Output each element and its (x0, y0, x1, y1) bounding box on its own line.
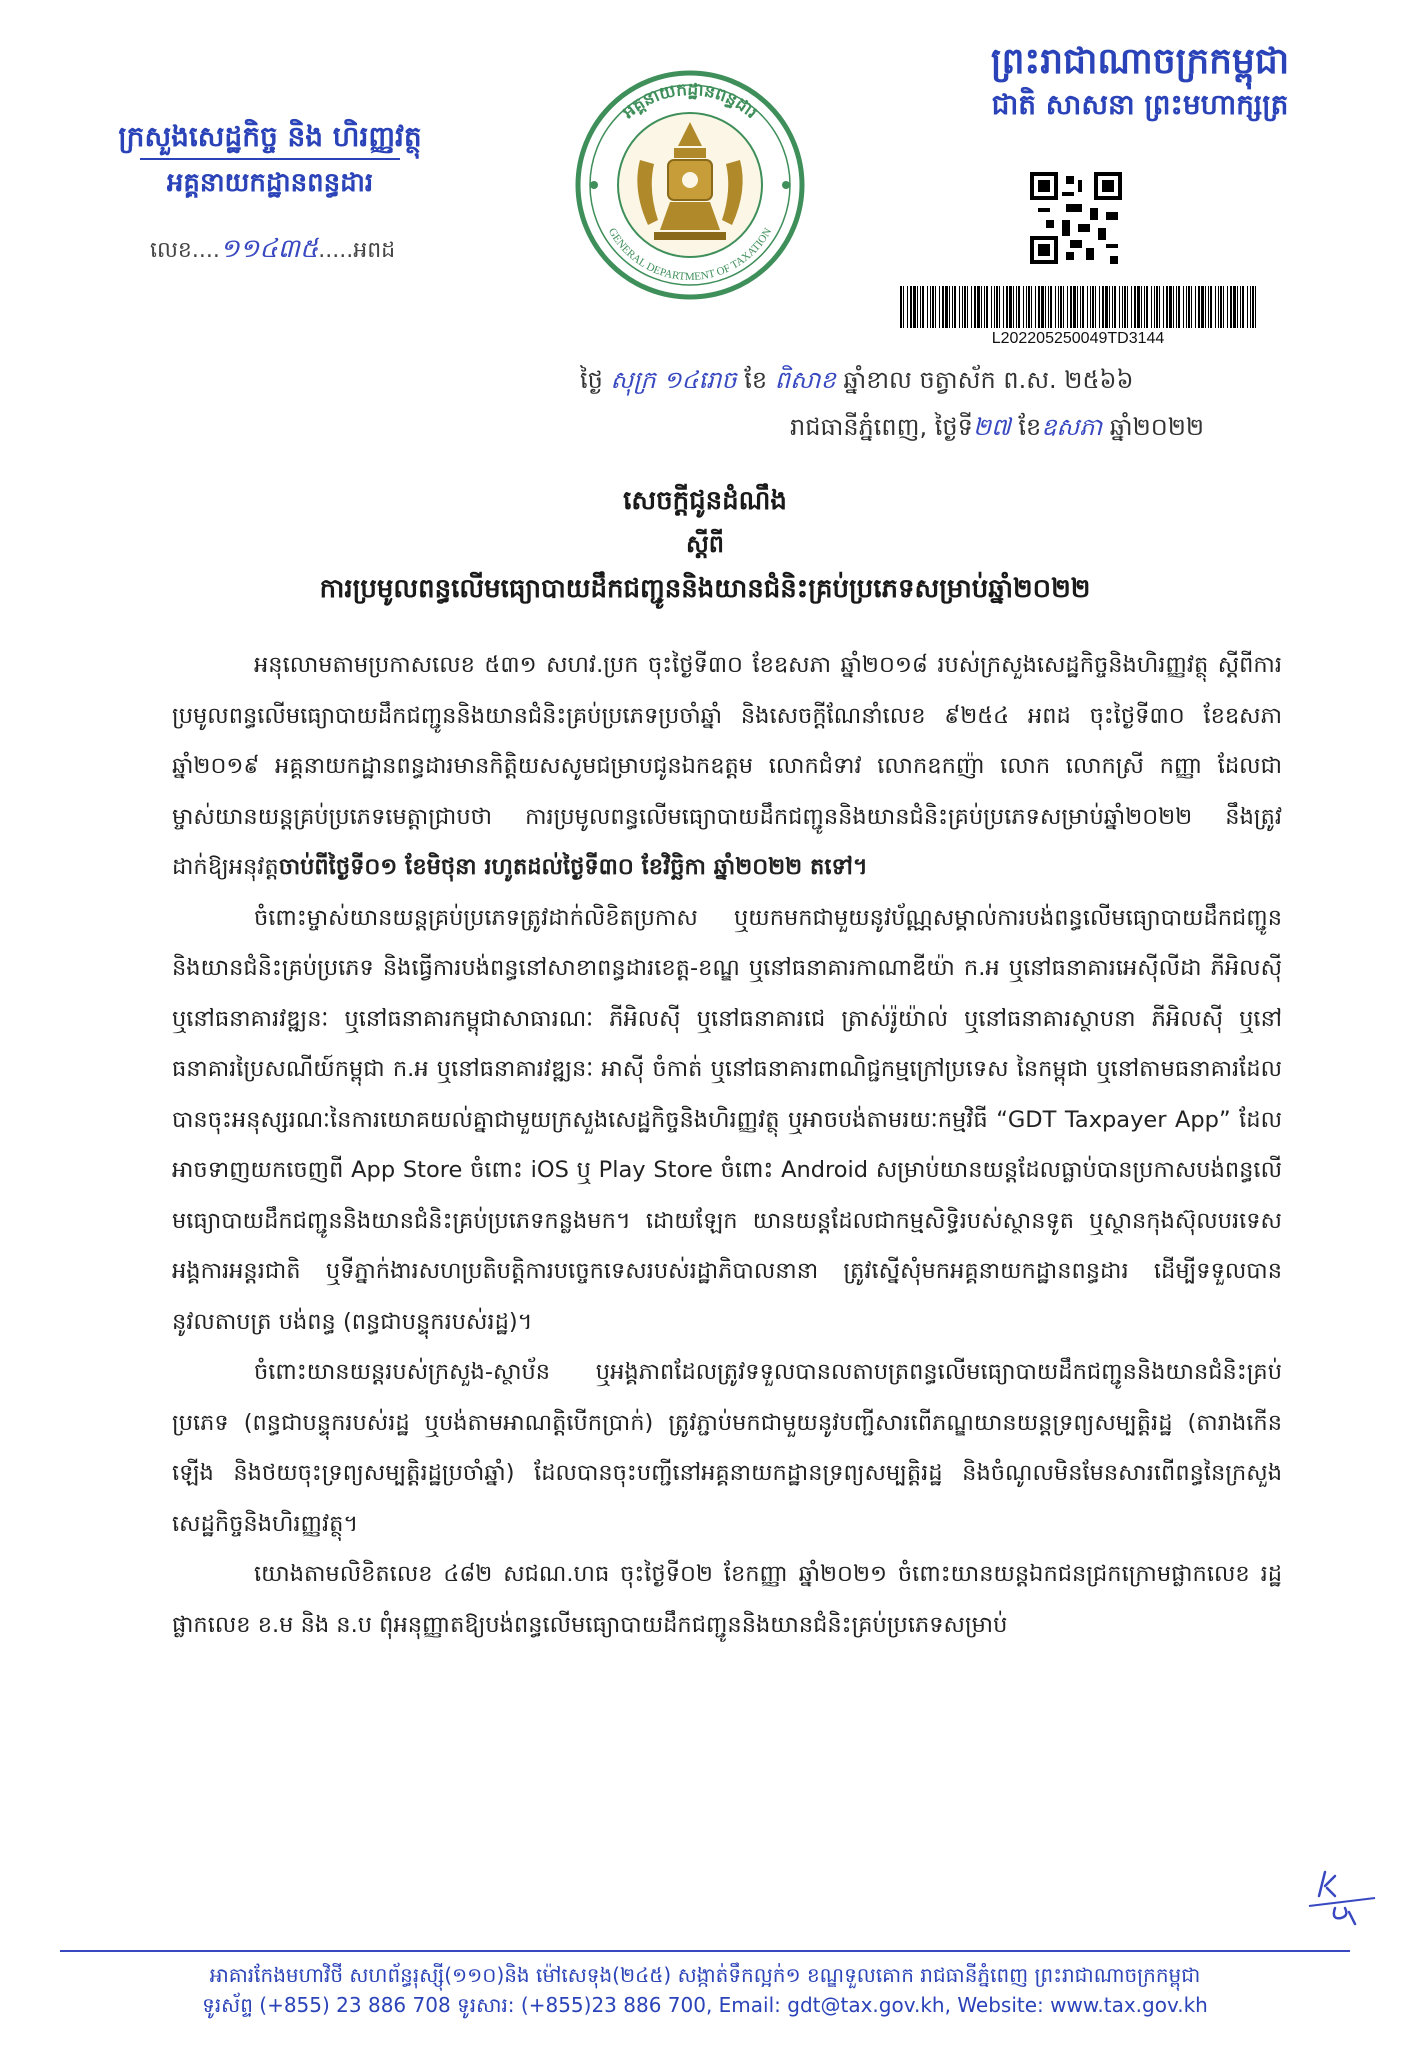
lunar-prefix: ថ្ងៃ (580, 366, 603, 394)
lunar-month-handwritten: ពិសាខ (774, 366, 836, 394)
reference-number (150, 232, 395, 270)
barcode-bar (1237, 286, 1238, 328)
barcode-bar (1077, 286, 1078, 328)
barcode-bar (1082, 286, 1084, 328)
barcode-bar (1176, 286, 1177, 328)
national-motto: ជាតិ សាសនា ព្រះមហាក្សត្រ (991, 88, 1289, 121)
barcode-bar (1191, 286, 1192, 328)
barcode-bar (1087, 286, 1088, 328)
lunar-day-handwritten: សុក្រ (610, 366, 656, 394)
ministry-underline (140, 158, 400, 160)
barcode-bar (996, 286, 998, 328)
barcode-bar (962, 286, 963, 328)
barcode-bar (1073, 286, 1076, 328)
barcode-bar (1134, 286, 1136, 328)
barcode-bar (1023, 286, 1024, 328)
barcode-bar (1227, 286, 1228, 328)
handwritten-initials-signature (1305, 1868, 1385, 1928)
barcode-bar (1141, 286, 1142, 328)
barcode-bar (1166, 286, 1168, 328)
barcode-bar (1215, 286, 1216, 328)
document-barcode (900, 286, 1256, 328)
barcode-bar (1183, 286, 1184, 328)
body-paragraph-1-text: អនុលោមតាមប្រកាសលេខ ៥៣១ សហវ.ប្រក ចុះថ្ងៃទី៣០ ខែឧសភា ឆ្នាំ២០១៨ របស់ក្រសួងសេដ្ឋកិច្ចនិងហិរញ្ញវត្ថុ ស្តីពីការប្រមូលពន្ធលើមធ្យោបាយដឹកជញ្ជូននិងយានជំនិះគ្រប់ប្រភេទប្រចាំឆ្នាំ និងសេចក្តីណែនាំលេខ ៩២៥៤ អពដ ចុះថ្ងៃទី៣០ ខែឧសភា ឆ្នាំ២០១៩ អគ្គនាយកដ្ឋានពន្ធដារមានកិត្តិយសសូមជម្រាបជូនឯកឧត្តម លោកជំទាវ លោកឧកញ៉ា លោក លោកស្រី កញ្ញា ដែលជាម្ចាស់យានយន្តគ្រប់ប្រភេទមេត្តាជ្រាបថា ការប្រមូលពន្ធលើមធ្យោបាយដឹកជញ្ជូននិងយានជំនិះគ្រប់ប្រភេទសម្រាប់ឆ្នាំ២០២២ នឹងត្រូវដាក់ឱ្យអនុវត្ត (172, 652, 1282, 880)
seal-top-text: អគ្គនាយកដ្ឋានពន្ធដារ (618, 79, 762, 123)
barcode-bar (1119, 286, 1120, 328)
barcode-bar (910, 286, 912, 328)
barcode-bar (1186, 286, 1187, 328)
barcode-bar (954, 286, 956, 328)
barcode-bar (1252, 286, 1254, 328)
barcode-bar (1038, 286, 1040, 328)
barcode-bar (1233, 286, 1236, 328)
barcode-bar (917, 286, 918, 328)
lunar-date (580, 365, 1133, 400)
solar-day-handwritten: ២៧ (972, 413, 1011, 441)
barcode-bar (1105, 286, 1108, 328)
gdt-seal-logo (570, 60, 810, 310)
barcode-bar (1003, 286, 1004, 328)
barcode-bar (1114, 286, 1116, 328)
kingdom-header (930, 38, 1350, 124)
barcode-bar (1067, 286, 1068, 328)
barcode-bar (986, 286, 988, 328)
department-name: អគ្គនាយកដ្ឋានពន្ធដារ (166, 168, 374, 198)
body-paragraph-4: យោងតាមលិខិតលេខ ៤៨២ សជណ.ហធ ចុះថ្ងៃទី០២ ខែកញ្ញា ឆ្នាំ២០២១ ចំពោះយានយន្តឯកជនជ្រកក្រោមផ្លាកលេខ រដ្ឋ ផ្លាកលេខ ខ.ម និង ន.ប ពុំអនុញ្ញាតឱ្យបង់ពន្ធលើមធ្យោបាយដឹកជញ្ជូននិងយានជំនិះគ្រប់ប្រភេទសម្រាប់ (172, 1561, 1282, 1638)
body-paragraph-1-bold: ចាប់ពីថ្ងៃទី០១ ខែមិថុនា រហូតដល់ថ្ងៃទី៣០ ខែវិច្ឆិកា ឆ្នាំ២០២២ តទៅ។ (278, 854, 868, 880)
barcode-bar (1063, 286, 1064, 328)
barcode-bar (1247, 286, 1248, 328)
barcode-bar (1090, 286, 1091, 328)
barcode-bar (991, 286, 992, 328)
barcode-bar (1201, 286, 1204, 328)
barcode-bar (1188, 286, 1190, 328)
kingdom-title: ព្រះរាជាណាចក្រកម្ពុជា (990, 41, 1290, 82)
notice-title: សេចក្តីជូនដំណឹង (623, 486, 787, 516)
body-paragraph-2: ចំពោះម្ចាស់យានយន្តគ្រប់ប្រភេទត្រូវដាក់លិខិតប្រកាស ឬយកមកជាមួយនូវប័ណ្ណសម្គាល់ការបង់ពន្ធលើមធ្យោបាយដឹកជញ្ជូននិងយានជំនិះគ្រប់ប្រភេទ និងធ្វើការបង់ពន្ធនៅសាខាពន្ធដារខេត្ត-ខណ្ឌ ឬនៅធនាគារកាណាឌីយ៉ា ក.អ ឬនៅធនាគារអេស៊ីលីដា ភីអិលស៊ី ឬនៅធនាគារវឌ្ឍនៈ ឬនៅធនាគារកម្ពុជាសាធារណៈ ភីអិលស៊ី ឬនៅធនាគារជេ ត្រាស់រ៉ូយ៉ាល់ ឬនៅធនាគារស្ថាបនា ភីអិលស៊ី ឬនៅធនាគារប្រៃសណីយ៍កម្ពុជា ក.អ ឬនៅធនាគារវឌ្ឍនៈ អាស៊ី ចំកាត់ ឬនៅធនាគារពាណិជ្ជកម្មក្រៅប្រទេស នៃកម្ពុជា ឬនៅតាមធនាគារដែលបានចុះអនុស្សរណៈនៃការយោគយល់គ្នាជាមួយក្រសួងសេដ្ឋកិច្ចនិងហិរញ្ញវត្ថុ ឬអាចបង់តាមរយៈកម្មវិធី “GDT Taxpayer App” ដែលអាចទាញយកចេញពី App Store ចំពោះ iOS ឬ Play Store ចំពោះ Android សម្រាប់យានយន្តដែលធ្លាប់បានប្រកាសបង់ពន្ធលើមធ្យោបាយដឹកជញ្ជូននិងយានជំនិះគ្រប់ប្រភេទកន្លងមក។ ដោយឡែក យានយន្តដែលជាកម្មសិទ្ធិរបស់ស្ថានទូត ឬស្ថានកុងស៊ុលបរទេស អង្គការអន្តរជាតិ ឬទីភ្នាក់ងារសហប្រតិបត្តិការបច្ចេកទេសរបស់រដ្ឋាភិបាលនានា ត្រូវស្នើសុំមកអគ្គនាយកដ្ឋានពន្ធដារ ដើម្បីទទួលបាននូវលតាបត្រ បង់ពន្ធ (ពន្ធជាបន្ទុករបស់រដ្ឋ)។ (172, 904, 1282, 1335)
barcode-bar (977, 286, 980, 328)
lunar-num-handwritten: ១៤រោច (663, 366, 737, 394)
barcode-bar (900, 286, 902, 328)
barcode-bar (945, 286, 948, 328)
barcode-bar (1099, 286, 1100, 328)
barcode-bar (1163, 286, 1164, 328)
barcode-bar (1095, 286, 1096, 328)
barcode-bar (1218, 286, 1219, 328)
barcode-bar (1016, 286, 1017, 328)
body-paragraph-1 (172, 640, 1282, 893)
barcode-bar (1045, 286, 1046, 328)
barcode-bar (971, 286, 972, 328)
qr-code (1030, 172, 1122, 264)
footer-address: អាគារកែងមហាវិថី សហព័ន្ធរុស្ស៊ី(១១០)និង ម៉ៅសេទុង(២៤៥) សង្កាត់ទឹកល្អក់១ ខណ្ឌទួលគោក រាជធានីភ្នំពេញ ព្រះរាជាណាចក្រកម្ពុជា (209, 1963, 1201, 1987)
barcode-bar (1240, 286, 1241, 328)
barcode-bar (1154, 286, 1155, 328)
barcode-bar (981, 286, 982, 328)
barcode-bar (1055, 286, 1056, 328)
notice-subject: ការប្រមូលពន្ធលើមធ្យោបាយដឹកជញ្ជូននិងយានជំនិះគ្រប់ប្រភេទសម្រាប់ឆ្នាំ២០២២ (319, 574, 1091, 604)
barcode-bar (1026, 286, 1027, 328)
barcode-bar (1151, 286, 1152, 328)
solar-month-handwritten: ឧសភា (1041, 413, 1103, 441)
barcode-bar (949, 286, 950, 328)
barcode-bar (920, 286, 921, 328)
barcode-bar (927, 286, 928, 328)
barcode-bar (1220, 286, 1222, 328)
barcode-bar (1031, 286, 1032, 328)
barcode-bar (959, 286, 960, 328)
lunar-year: ឆ្នាំខាល ចត្វាស័ក ព.ស. ២៥៦៦ (843, 366, 1134, 394)
barcode-bar (1205, 286, 1206, 328)
barcode-bar (1124, 286, 1126, 328)
barcode-bar (1058, 286, 1059, 328)
body-paragraph-3: ចំពោះយានយន្តរបស់ក្រសួង-ស្ថាប័ន ឬអង្គភាពដែលត្រូវទទួលបានលតាបត្រពន្ធលើមធ្យោបាយដឹកជញ្ជូននិងយានជំនិះគ្រប់ប្រភេទ (ពន្ធជាបន្ទុករបស់រដ្ឋ ឬបង់តាមអាណត្តិបើកប្រាក់) ត្រូវភ្ជាប់មកជាមួយនូវបញ្ជីសារពើភណ្ឌយានយន្តទ្រព្យសម្បត្តិរដ្ឋ (តារាងកើនឡើង និងថយចុះទ្រព្យសម្បត្តិរដ្ឋប្រចាំឆ្នាំ) ដែលបានចុះបញ្ជីនៅអគ្គនាយកដ្ឋានទ្រព្យសម្បត្តិរដ្ឋ និងចំណូលមិនមែនសារពើពន្ធនៃក្រសួងសេដ្ឋកិច្ចនិងហិរញ្ញវត្ថុ។ (172, 1359, 1282, 1537)
barcode-bar (1223, 286, 1224, 328)
barcode-bar (1035, 286, 1036, 328)
barcode-bar (1230, 286, 1232, 328)
barcode-bar (1013, 286, 1014, 328)
footer-contact: ទូរស័ព្ទ (+855) 23 886 708 ទូរសារ: (+855)23 886 700, Email: gdt@tax.gov.kh, Website: www.tax.gov.kh (202, 1993, 1208, 2017)
barcode-bar (1131, 286, 1132, 328)
footer (60, 1960, 1350, 2020)
barcode-bar (922, 286, 924, 328)
notice-titles (180, 478, 1230, 614)
barcode-bar (1109, 286, 1110, 328)
barcode-bar (1208, 286, 1209, 328)
ref-number-handwritten: ១១៤៣៥ (219, 234, 319, 264)
lunar-month-label: ខែ (744, 366, 768, 394)
barcode-bar (930, 286, 931, 328)
barcode-bar (939, 286, 940, 328)
barcode-bar (974, 286, 976, 328)
barcode-bar (984, 286, 985, 328)
barcode-bar (1146, 286, 1148, 328)
barcode-bar (1028, 286, 1030, 328)
barcode-bar (1198, 286, 1200, 328)
barcode-bar (1122, 286, 1123, 328)
solar-year: ឆ្នាំ២០២២ (1102, 413, 1205, 441)
ministry-name: ក្រសួងសេដ្ឋកិច្ច និង ហិរញ្ញវត្ថុ (118, 120, 422, 153)
barcode-bar (1080, 286, 1081, 328)
footer-divider (60, 1950, 1350, 1952)
barcode-bar (935, 286, 936, 328)
barcode-bar (1050, 286, 1052, 328)
barcode-bar (1092, 286, 1094, 328)
barcode-bar (964, 286, 966, 328)
barcode-bar (907, 286, 908, 328)
notice-body (172, 640, 1282, 1650)
seal-bottom-text: GENERAL DEPARTMENT OF TAXATION (605, 226, 775, 283)
barcode-bar (1250, 286, 1251, 328)
barcode-bar (967, 286, 968, 328)
solar-city: រាជធានីភ្នំពេញ, ថ្ងៃទី (790, 413, 973, 441)
barcode-bar (994, 286, 995, 328)
solar-date (790, 412, 1204, 447)
barcode-bar (1255, 286, 1256, 328)
barcode-bar (1169, 286, 1172, 328)
barcode-bar (999, 286, 1000, 328)
barcode-bar (1070, 286, 1072, 328)
ref-prefix: លេខ.... (150, 238, 220, 263)
ministry-header (60, 118, 480, 202)
barcode-bar (903, 286, 904, 328)
barcode-bar (1178, 286, 1180, 328)
barcode-bar (1210, 286, 1212, 328)
barcode-bar (913, 286, 916, 328)
barcode-bar (1006, 286, 1008, 328)
notice-about: ស្តីពី (685, 530, 725, 558)
barcode-bar (1041, 286, 1044, 328)
barcode-bar (1195, 286, 1196, 328)
barcode-number: L202205250049TD3144 (991, 330, 1165, 347)
barcode-bar (1112, 286, 1113, 328)
barcode-bar (1018, 286, 1020, 328)
barcode-bar (942, 286, 944, 328)
barcode-bar (952, 286, 953, 328)
barcode-bar (932, 286, 934, 328)
ref-suffix: .....អពដ (318, 238, 396, 263)
barcode-bar (1048, 286, 1049, 328)
barcode-bar (1242, 286, 1244, 328)
barcode-bar (1102, 286, 1104, 328)
barcode-bar (1137, 286, 1140, 328)
barcode-bar (1009, 286, 1012, 328)
barcode-bar (1173, 286, 1174, 328)
barcode-bar (1159, 286, 1160, 328)
barcode-bar (1144, 286, 1145, 328)
solar-month-label: ខែ (1010, 413, 1042, 441)
barcode-bar (1060, 286, 1062, 328)
barcode-bar (1156, 286, 1158, 328)
barcode-bar (1127, 286, 1128, 328)
